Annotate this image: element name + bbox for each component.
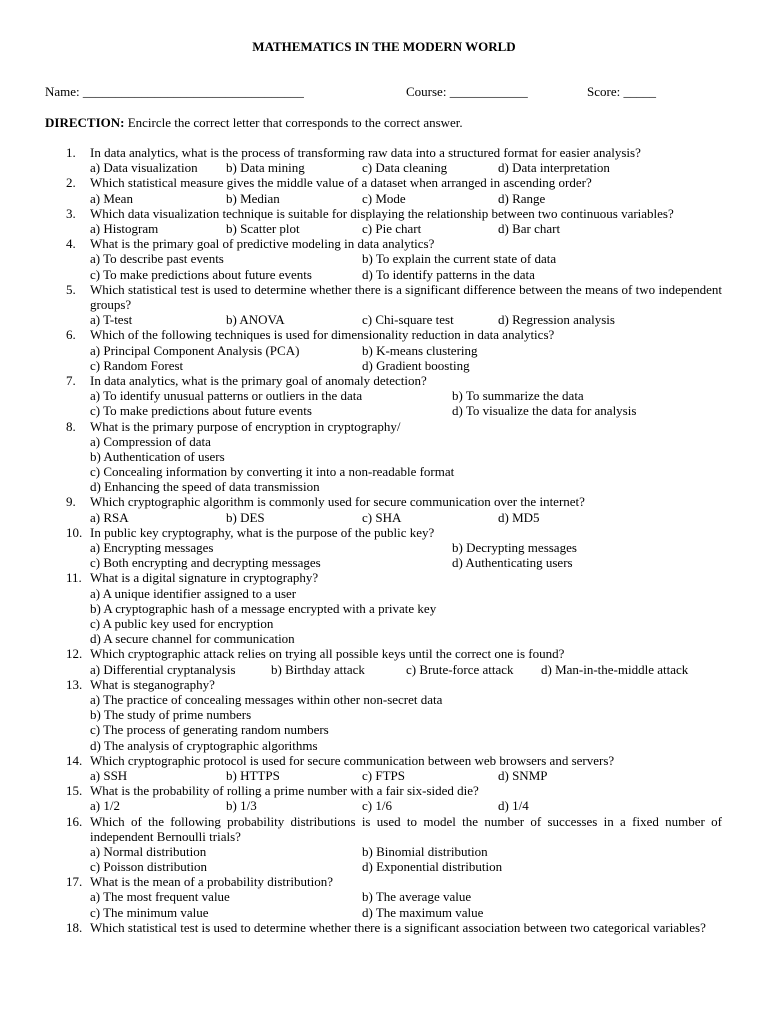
answer-row: [0, 267, 768, 282]
answer-row: [0, 343, 768, 358]
page-title: MATHEMATICS IN THE MODERN WORLD: [252, 39, 516, 54]
question-number: 13.: [66, 676, 83, 692]
question-item: [0, 175, 768, 205]
answer-option[interactable]: b) Binomial distribution: [362, 843, 488, 859]
question-text: Which cryptographic attack relies on trying all possible keys until the correct one is found?: [90, 646, 565, 662]
question-text: What is steganography?: [90, 676, 215, 692]
answer-option[interactable]: d) Gradient boosting: [362, 357, 470, 373]
answer-option[interactable]: d) 1/4: [498, 798, 529, 814]
question-number: 15.: [66, 783, 83, 799]
answer-row: [0, 358, 768, 373]
question-text: What is a digital signature in cryptography?: [90, 570, 319, 586]
question-number: 9.: [66, 494, 76, 510]
answer-option[interactable]: b) ANOVA: [226, 312, 285, 328]
answer-option[interactable]: d) A secure channel for communication: [90, 631, 295, 647]
question-item: [0, 814, 768, 875]
question-number: 12.: [66, 646, 83, 662]
question-item: [0, 206, 768, 236]
direction-label: DIRECTION:: [45, 115, 125, 130]
answer-row: [0, 662, 768, 677]
answer-option[interactable]: b) K-means clustering: [362, 342, 478, 358]
question-text: What is the mean of a probability distribution?: [90, 874, 333, 890]
answer-option[interactable]: b) The average value: [362, 889, 472, 905]
question-list: [0, 145, 768, 935]
answer-option[interactable]: d) Regression analysis: [498, 312, 615, 328]
answer-row: [0, 905, 768, 920]
question-text: Which cryptographic algorithm is commonly used for secure communication over the internet?: [90, 494, 585, 510]
question-item: [0, 783, 768, 813]
answer-option[interactable]: d) The maximum value: [362, 904, 484, 920]
answer-row: [0, 510, 768, 525]
question-number: 11.: [66, 570, 82, 586]
question-item: [0, 327, 768, 373]
question-number: 18.: [66, 919, 83, 935]
answer-row: [0, 191, 768, 206]
answer-option[interactable]: b) The study of prime numbers: [90, 707, 252, 723]
question-text: Which statistical test is used to determine whether there is a significant association between two categorical variables?: [90, 919, 706, 935]
question-number: 10.: [66, 524, 83, 540]
question-item: [0, 419, 768, 495]
question-number: 2.: [66, 175, 76, 191]
answer-option[interactable]: b) HTTPS: [226, 767, 280, 783]
answer-row: [0, 889, 768, 904]
answer-option[interactable]: a) Differential cryptanalysis: [90, 661, 236, 677]
answer-option[interactable]: c) A public key used for encryption: [90, 616, 274, 631]
answer-option[interactable]: b) To summarize the data: [452, 388, 584, 404]
question-number: 14.: [66, 752, 83, 768]
answer-option[interactable]: a) To identify unusual patterns or outliers in the data: [90, 388, 363, 404]
question-number: 5.: [66, 281, 76, 297]
question-text: In data analytics, what is the process of transforming raw data into a structured format for easier analysis?: [90, 145, 641, 160]
answer-option[interactable]: a) 1/2: [90, 798, 120, 814]
question-number: 8.: [66, 418, 76, 434]
answer-option[interactable]: a) Data visualization: [90, 160, 198, 176]
answer-row: [0, 403, 768, 418]
answer-option[interactable]: b) To explain the current state of data: [362, 251, 557, 267]
question-number: 4.: [66, 236, 76, 252]
question-text: In data analytics, what is the primary goal of anomaly detection?: [90, 372, 427, 388]
answer-row: [0, 160, 768, 175]
question-item: [0, 494, 768, 524]
question-number: 17.: [66, 874, 83, 890]
answer-option[interactable]: b) A cryptographic hash of a message encrypted with a private key: [90, 600, 437, 616]
question-item: [0, 525, 768, 571]
answer-row: [0, 221, 768, 236]
question-item: [0, 753, 768, 783]
question-text: Which cryptographic protocol is used for secure communication between web browsers and servers?: [90, 752, 615, 768]
answer-option[interactable]: c) Both encrypting and decrypting messages: [90, 555, 321, 571]
question-item: [0, 236, 768, 282]
answer-row: [0, 798, 768, 813]
answer-option[interactable]: c) The process of generating random numbers: [90, 722, 329, 738]
question-item: [0, 646, 768, 676]
question-text: What is the primary purpose of encryption in cryptography/: [90, 418, 401, 434]
question-number: 16.: [66, 813, 83, 829]
answer-option[interactable]: a) Encrypting messages: [90, 540, 214, 556]
answer-option[interactable]: c) The minimum value: [90, 904, 209, 920]
answer-option[interactable]: c) FTPS: [362, 767, 405, 783]
answer-option[interactable]: a) T-test: [90, 312, 133, 328]
answer-row: [0, 540, 768, 555]
answer-row: [0, 859, 768, 874]
answer-option[interactable]: a) Normal distribution: [90, 843, 207, 859]
answer-option[interactable]: d) To visualize the data for analysis: [452, 403, 637, 419]
answer-option[interactable]: d) Man-in-the-middle attack: [541, 661, 689, 677]
answer-option[interactable]: d) To identify patterns in the data: [362, 266, 535, 282]
answer-row: [0, 312, 768, 327]
answer-option[interactable]: b) Authentication of users: [90, 448, 225, 464]
course-field: Course: ____________: [406, 84, 528, 99]
answer-option[interactable]: c) Mode: [362, 190, 406, 206]
answer-option[interactable]: d) Data interpretation: [498, 160, 610, 176]
answer-option[interactable]: c) Concealing information by converting it into a non-readable format: [90, 464, 455, 480]
question-item: [0, 677, 768, 753]
question-item: [0, 874, 768, 920]
answer-option[interactable]: b) 1/3: [226, 798, 257, 814]
answer-option[interactable]: b) Median: [226, 190, 280, 206]
direction-text: Encircle the correct letter that corresponds to the correct answer.: [124, 115, 463, 130]
answer-option[interactable]: c) Random Forest: [90, 357, 184, 373]
answer-option[interactable]: a) Mean: [90, 190, 133, 206]
answer-option[interactable]: d) Enhancing the speed of data transmission: [90, 479, 320, 495]
question-number: 1.: [66, 145, 76, 160]
answer-option[interactable]: c) To make predictions about future events: [90, 266, 312, 282]
answer-option[interactable]: a) To describe past events: [90, 251, 224, 267]
answer-option[interactable]: c) 1/6: [362, 798, 392, 814]
answer-option[interactable]: c) Chi-square test: [362, 312, 454, 328]
answer-option[interactable]: c) Poisson distribution: [90, 859, 208, 875]
question-text: What is the primary goal of predictive modeling in data analytics?: [90, 236, 435, 252]
answer-option[interactable]: a) Compression of data: [90, 433, 211, 449]
answer-option[interactable]: b) Birthday attack: [271, 661, 365, 677]
answer-option[interactable]: c) SHA: [362, 509, 402, 525]
question-text: What is the probability of rolling a prime number with a fair six-sided die?: [90, 783, 479, 799]
question-text: Which of the following probability distributions is used to model the number of successes in a fixed number of independent Bernoulli trials?: [90, 813, 722, 844]
direction-line: [45, 115, 463, 130]
answer-option[interactable]: a) SSH: [90, 767, 128, 783]
score-field: Score: _____: [587, 84, 656, 99]
answer-option[interactable]: c) Data cleaning: [362, 160, 448, 176]
answer-option[interactable]: a) Histogram: [90, 220, 159, 236]
answer-option[interactable]: a) The practice of concealing messages within other non-secret data: [90, 691, 443, 707]
answer-option[interactable]: d) Authenticating users: [452, 555, 573, 571]
answer-option[interactable]: b) Scatter plot: [226, 220, 300, 236]
answer-row: [0, 768, 768, 783]
name-field: Name: __________________________________: [45, 84, 304, 99]
question-item: [0, 282, 768, 328]
answer-option[interactable]: c) Pie chart: [362, 220, 422, 236]
answer-row: [0, 844, 768, 859]
question-item: [0, 570, 768, 646]
question-number: 3.: [66, 205, 76, 221]
question-text: In public key cryptography, what is the purpose of the public key?: [90, 524, 435, 540]
answer-option[interactable]: a) RSA: [90, 509, 129, 525]
answer-row: [0, 251, 768, 266]
question-item: [0, 145, 768, 175]
question-text: Which data visualization technique is suitable for displaying the relationship between two continuous variables?: [90, 205, 674, 221]
question-text: Which statistical test is used to determine whether there is a significant difference between the means of two independent groups?: [90, 281, 722, 312]
answer-option[interactable]: d) Exponential distribution: [362, 859, 503, 875]
answer-option[interactable]: a) The most frequent value: [90, 889, 230, 905]
answer-option[interactable]: b) Data mining: [226, 160, 305, 176]
question-number: 7.: [66, 372, 76, 388]
answer-option[interactable]: d) Range: [498, 190, 546, 206]
answer-option[interactable]: b) DES: [226, 509, 265, 525]
answer-option[interactable]: c) To make predictions about future events: [90, 403, 312, 419]
answer-option[interactable]: d) The analysis of cryptographic algorithms: [90, 737, 318, 753]
answer-option[interactable]: b) Decrypting messages: [452, 540, 577, 556]
answer-option[interactable]: a) A unique identifier assigned to a user: [90, 585, 297, 601]
answer-option[interactable]: d) Bar chart: [498, 220, 561, 236]
question-item: [0, 373, 768, 419]
question-text: Which statistical measure gives the middle value of a dataset when arranged in ascending order?: [90, 175, 592, 191]
answer-option[interactable]: d) MD5: [498, 509, 540, 525]
answer-row: [0, 388, 768, 403]
question-item: [0, 920, 768, 935]
answer-option[interactable]: c) Brute-force attack: [406, 661, 514, 677]
question-text: Which of the following techniques is used for dimensionality reduction in data analytics?: [90, 327, 555, 343]
answer-option[interactable]: d) SNMP: [498, 767, 548, 783]
question-number: 6.: [66, 327, 76, 343]
answer-row: [0, 555, 768, 570]
answer-option[interactable]: a) Principal Component Analysis (PCA): [90, 342, 300, 358]
